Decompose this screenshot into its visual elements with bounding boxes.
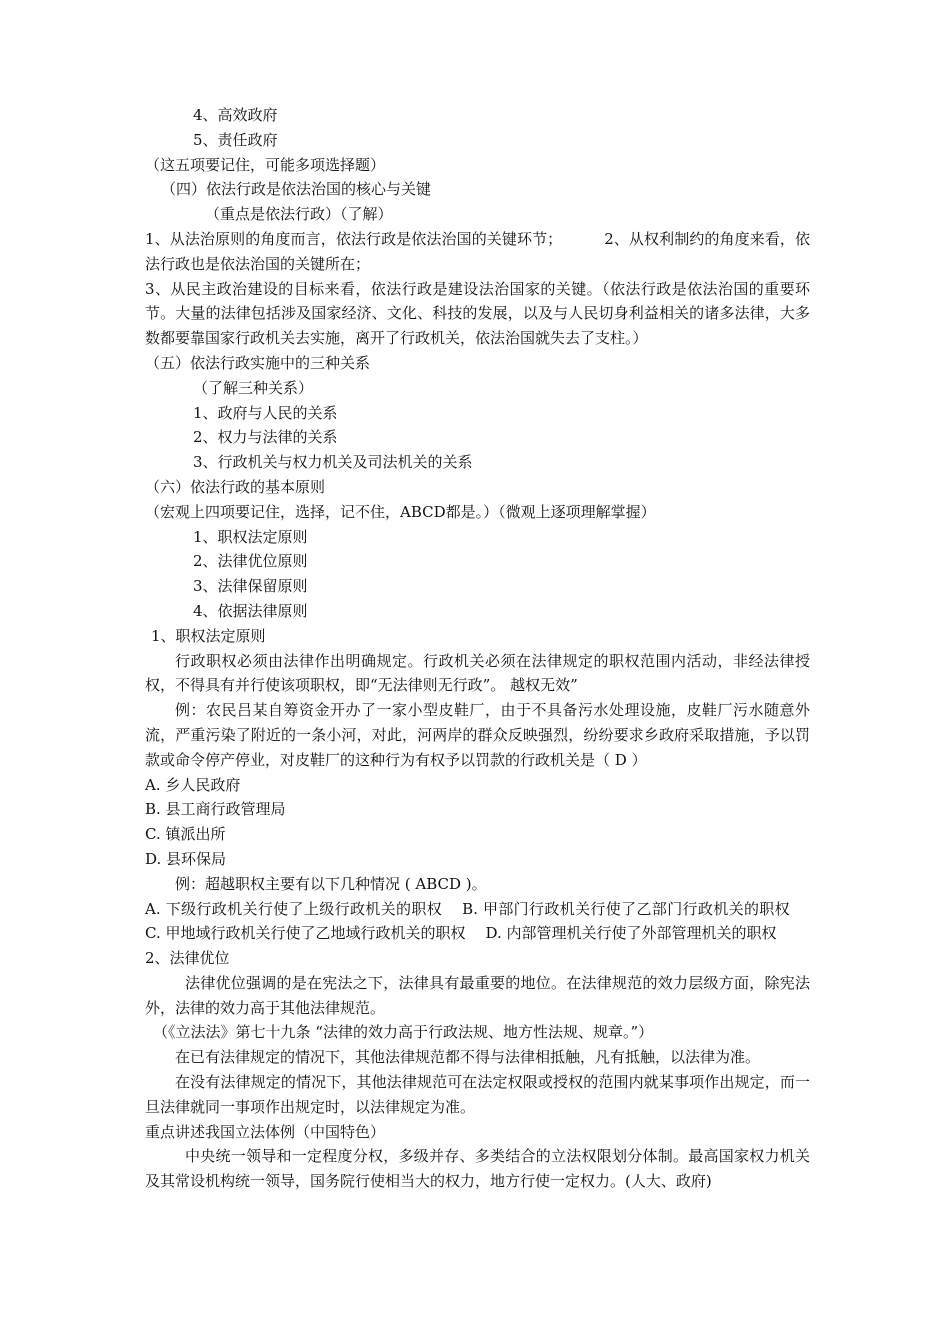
list-item: 5、责任政府 [193,130,278,149]
subsection-heading: 1、职权法定原则 [151,626,266,645]
option-item: D. 县环保局 [145,849,227,868]
subsection-heading: 2、法律优位 [145,949,230,968]
paragraph: 中央统一领导和一定程度分权，多级并存、多类结合的立法权限划分体制。最高国家权力机关及其常设机构统一领导，国务院行使相当大的权力，地方行使一定权力。(人大、政府) [145,1147,810,1191]
list-item: 2、权力与法律的关系 [193,428,338,447]
paragraph-part: 2、从权利制约的角度来看，依法行政也是依法治国的关键所在； [145,229,811,273]
option-item: B. 县工商行政管理局 [145,800,286,819]
paragraph: 在没有法律规定的情况下，其他法律规范可在法定权限或授权的范围内就某事项作出规定，而一旦法律就同一事项作出规定时，以法律规定为准。 [145,1073,810,1116]
example-text: 例：超越职权主要有以下几种情况 ( ABCD )。 [175,874,487,893]
section-heading: （五）依法行政实施中的三种关系 [145,353,371,372]
option-item: C. 甲地域行政机关行使了乙地域行政机关的职权 [145,924,466,943]
list-item: 1、职权法定原则 [193,527,308,546]
section-heading: （六）依法行政的基本原则 [145,477,326,496]
paragraph: 3、从民主政治建设的目标来看，依法行政是建设法治国家的关键。（依法行政是依法治国的重要环节。大量的法律包括涉及国家经济、文化、科技的发展，以及与人民切身利益相关的诸多法律，大多数都要靠国家行政机关去实施，离开了行政机关，依法治国就失去了支柱。） [145,279,810,348]
note-text: （了解三种关系） [193,378,314,397]
note-text: （宏观上四项要记住，选择，记不住，ABCD都是。）（微观上逐项理解掌握） [145,502,656,521]
list-item: 2、法律优位原则 [193,552,308,571]
list-item: 4、依据法律原则 [193,601,308,620]
note-text: （重点是依法行政）（了解） [205,205,393,224]
paragraph: 例：农民吕某自筹资金开办了一家小型皮鞋厂，由于不具备污水处理设施，皮鞋厂污水随意外流，严重污染了附近的一条小河，对此，河两岸的群众反映强烈，纷纷要求乡政府采取措施，予以罚款或命令停产停业，对皮鞋厂的这种行为有权予以罚款的行政机关是（ D ） [145,701,810,769]
option-item: A. 下级行政机关行使了上级行政机关的职权 [145,899,443,918]
list-item: 3、法律保留原则 [193,577,308,596]
option-item: A. 乡人民政府 [145,775,241,794]
list-item: 4、高效政府 [193,106,278,124]
paragraph: 行政职权必须由法律作出明确规定。行政机关必须在法律规定的职权范围内活动，非经法律授权，不得具有并行使该项职权，即“无法律则无行政”。 越权无效” [145,651,810,695]
list-item: 3、行政机关与权力机关及司法机关的关系 [193,453,473,472]
paragraph-part: 1、从法治原则的角度而言，依法行政是依法治国的关键环节； [145,229,563,248]
option-item: C. 镇派出所 [145,825,226,844]
subsection-heading: 重点讲述我国立法体例（中国特色） [145,1122,386,1141]
options-paragraph [145,897,810,947]
list-item: 1、政府与人民的关系 [193,403,338,422]
note-text: （这五项要记住，可能多项选择题） [145,155,386,174]
document-page [145,103,810,1194]
note-text: （《立法法》第七十九条 “法律的效力高于行政法规、地方性法规、规章。”） [153,1023,654,1042]
option-item: D. 内部管理机关行使了外部管理机关的职权 [485,924,777,943]
paragraph [145,227,810,277]
section-heading: （四）依法行政是依法治国的核心与关键 [161,180,432,199]
option-item: B. 甲部门行政机关行使了乙部门行政机关的职权 [462,899,791,918]
paragraph: 法律优位强调的是在宪法之下，法律具有最重要的地位。在法律规范的效力层级方面，除宪法外，法律的效力高于其他法律规范。 [145,973,810,1017]
paragraph: 在已有法律规定的情况下，其他法律规范都不得与法律相抵触，凡有抵触，以法律为准。 [175,1048,761,1067]
